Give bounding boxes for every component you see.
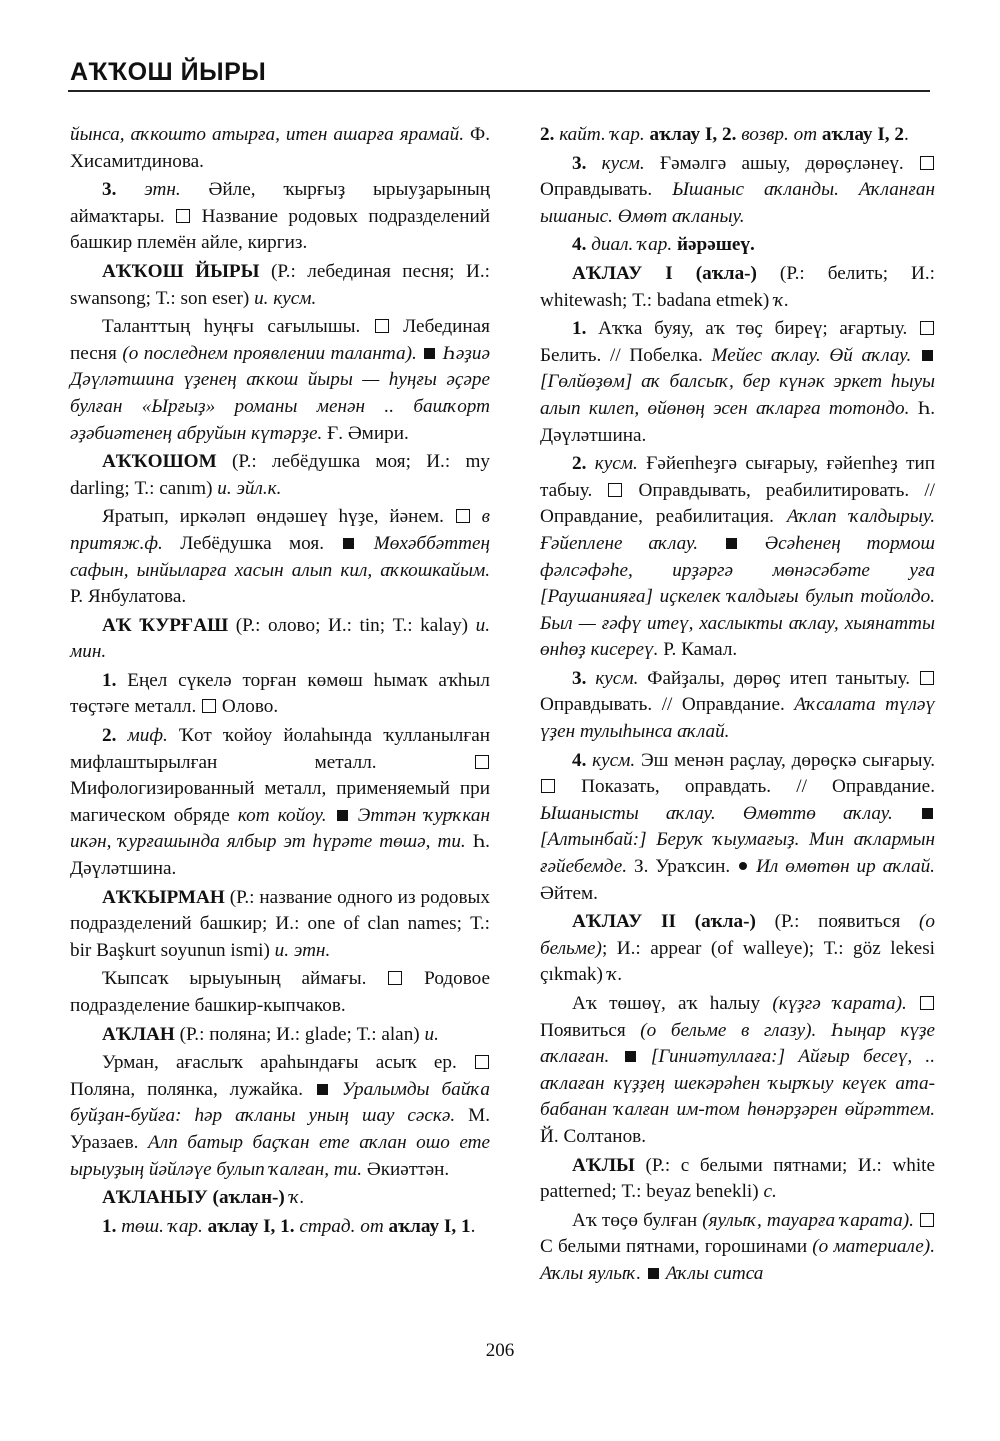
text-run: Аҡҡа буяу, аҡ төҫ биреү; ағартыу. <box>598 318 919 340</box>
dictionary-paragraph <box>540 151 935 231</box>
italic-text: Ышанысты аҡлау. Өмөттө аҡлау. <box>540 802 893 824</box>
italic-text: и. кусм. <box>254 287 317 309</box>
headword-text: 4. <box>572 234 592 256</box>
dictionary-paragraph <box>540 1153 935 1206</box>
text-run: Ҡот ҡойоу йолаһында ҡулланылған мифлаштырылған металл. <box>70 725 491 773</box>
text-run <box>698 533 724 554</box>
text-run <box>893 803 920 824</box>
dictionary-paragraph <box>70 1185 490 1212</box>
headword-text: АҠЛАН <box>102 1023 175 1045</box>
dictionary-paragraph <box>70 1050 490 1183</box>
headword-text: АҠЛАУ I (аҡла-) <box>572 262 757 284</box>
text-run <box>911 345 920 366</box>
example-marker-icon <box>317 1084 328 1095</box>
italic-text: с. <box>763 1181 777 1203</box>
translation-marker-icon <box>920 671 934 685</box>
italic-text: и. <box>424 1023 439 1045</box>
text-run: Еңел сүкелә торған көмөш һымаҡ аҡһыл төҫтәге металл. <box>70 669 490 718</box>
italic-text: и. мин. <box>70 614 491 663</box>
dictionary-paragraph <box>540 1208 935 1288</box>
dictionary-paragraph <box>70 1022 490 1049</box>
translation-marker-icon <box>202 699 216 713</box>
italic-text: кот койоу. <box>237 804 327 826</box>
italic-text: Аҡлы ситса <box>665 1262 764 1284</box>
italic-text: Эттән ҡурҡкан икән, ҡурғашында ялбыр эт һүрәте төшә, ти. <box>70 804 490 853</box>
translation-marker-icon <box>475 755 489 769</box>
example-marker-icon <box>337 810 348 821</box>
headword-text: АҠҠОШОМ <box>102 451 217 473</box>
headword-text: 1. <box>102 669 128 691</box>
italic-text: Һыңар күҙе аҡлаған. <box>540 1019 935 1068</box>
dictionary-paragraph <box>70 177 490 257</box>
translation-marker-icon <box>456 509 470 523</box>
headword-text: АҠЛАНЫУ (аҡлан-) <box>102 1187 285 1209</box>
text-run: Олово. <box>217 696 279 718</box>
translation-marker-icon <box>608 483 622 497</box>
headword-text: аҡлау I, 1. <box>207 1215 295 1237</box>
headword-text: 3. <box>572 667 596 689</box>
text-run: Поляна, полянка, лужайка. <box>70 1078 315 1100</box>
right-column <box>540 122 935 1290</box>
text-run: Название родовых подразделений башкир племён айле, киргиз. <box>70 205 490 254</box>
headword-text: АҠЛЫ <box>572 1154 635 1176</box>
text-run: С белыми пятнами, горошинами <box>540 1236 813 1258</box>
translation-marker-icon <box>920 1213 934 1227</box>
text-run: Әйтем. <box>540 882 598 904</box>
translation-marker-icon <box>541 779 555 793</box>
text-run: Ҡыпсаҡ ырыуының аймағы. <box>102 968 388 990</box>
dictionary-paragraph <box>70 1214 490 1241</box>
example-marker-icon <box>922 350 933 361</box>
italic-text: [Гөлйөҙөм] аҡ балсыҡ, бер күнәк эркет һыуы алып килеп, өйөнөң эсен аҡларға тотондо. <box>540 371 935 419</box>
italic-text: кусм. <box>594 453 638 475</box>
text-run: Р. Камал. <box>658 639 738 661</box>
italic-text: от <box>360 1215 384 1237</box>
text-run: Яратып, иркәләп өндәшеү һүҙе, йәнем. <box>102 506 455 528</box>
text-run: Аҡ төшөү, аҡ һалыу <box>572 993 773 1014</box>
italic-text: [Алтынбай:] Беруҡ ҡыумағыҙ. Мин аҡлармын ғәйебемде. <box>540 829 935 878</box>
italic-text: (яулыҡ, тауарға ҡарата). <box>702 1209 914 1231</box>
italic-text: Аҡсалата түләү үҙен тулыһынса аҡлай. <box>540 694 935 743</box>
header-rule <box>68 90 930 92</box>
text-run: Ғәйепһеҙгә сығарыу, ғәйепһеҙ тип табыу. <box>540 453 935 501</box>
translation-marker-icon <box>375 319 389 333</box>
italic-text: Ил өмөтөн ир аҡлай. <box>756 856 935 878</box>
italic-text: Аҡлап ҡалдырыу. Ғәйеплене аҡлау. <box>540 506 935 554</box>
text-run: . <box>470 1215 476 1237</box>
headword-text: йәрәшеү. <box>676 234 755 256</box>
text-run <box>471 506 482 527</box>
italic-text: (о бельме) <box>540 911 935 959</box>
text-run: . <box>903 124 909 145</box>
italic-text: (о бельме в глазу). <box>640 1019 817 1041</box>
italic-text: ҡ. <box>774 289 790 311</box>
italic-text: этн. <box>144 179 181 201</box>
italic-text: и. этн. <box>274 939 331 961</box>
text-run <box>327 805 335 826</box>
text-run: (Р.: лебёдушка моя; И.: my darling; Т.: canım) <box>70 451 490 499</box>
italic-text: Әсәһенең тормош фәлсәфәһе, ирҙәргә мөнәсәбәте уға [Раушанияға] иҫкелек ҡалдығы булып тойолдо. Был — ғәфү итеү, хаслыкты аҡлау, хыянатты өнһөҙ кисереү. <box>540 532 935 661</box>
text-run: (Р.: появиться <box>755 911 919 933</box>
dictionary-paragraph <box>70 122 490 175</box>
italic-text: Уралымды байҡа буйҙан-буйға: һәр аҡланы уның шау сәскә. <box>70 1078 491 1127</box>
italic-text: кусм. <box>595 667 639 689</box>
dictionary-paragraph <box>70 314 490 447</box>
italic-text: (о последнем проявлении таланта). <box>122 342 417 364</box>
text-run <box>907 993 919 1014</box>
text-run: (Р.: название одного из родовых подразделений башкир; И.: one of clan names; Т.: bir Başkurt soyunun ismi) <box>70 886 490 961</box>
italic-text: кусм. <box>592 749 636 771</box>
italic-text: и. эйл.к. <box>217 477 282 499</box>
headword-text: 2. <box>572 453 595 475</box>
italic-text: ҡ. <box>607 964 623 986</box>
page-number: 206 <box>485 1340 515 1361</box>
text-run: З. Ураҡсин. <box>627 856 738 878</box>
text-run: Ғәмәлгә ашыу, дөрөҫләнеү. <box>644 152 919 174</box>
translation-marker-icon <box>176 209 190 223</box>
left-column <box>70 122 490 1242</box>
italic-text: страд. <box>299 1215 356 1237</box>
dictionary-paragraph <box>70 723 490 883</box>
translation-marker-icon <box>388 971 402 985</box>
headword-text: аҡлау I, 2 <box>821 124 904 145</box>
text-run: Оправдывать. <box>540 179 673 201</box>
translation-marker-icon <box>920 996 934 1010</box>
text-run <box>641 1263 646 1284</box>
dictionary-paragraph <box>70 885 490 965</box>
italic-text: возвр. от <box>741 124 818 145</box>
translation-marker-icon <box>475 1055 489 1069</box>
dictionary-paragraph <box>540 232 935 259</box>
text-run: Й. Солтанов. <box>540 1125 647 1147</box>
italic-text: Аҡлы яулыҡ. <box>540 1262 642 1284</box>
text-run: (Р.: олово; И.: tin; Т.: kalay) <box>228 614 476 636</box>
headword-text: АҠ ҠУРҒАШ <box>102 614 229 636</box>
text-run: Лебёдушка моя. <box>162 532 342 554</box>
example-marker-icon <box>922 808 933 819</box>
dictionary-paragraph <box>540 316 935 449</box>
headword-text: АҠЛАУ II (аҡла-) <box>572 911 756 933</box>
text-run: (Р.: белить; И.: whitewash; Т.: badana etmek) <box>540 262 935 311</box>
text-run: Оправдывать, реабилитировать. // Оправдание, реабилитация. <box>540 479 935 528</box>
translation-marker-icon <box>920 321 934 335</box>
dictionary-paragraph <box>540 909 935 989</box>
text-run: Һ. Дәүләтшина. <box>70 831 490 880</box>
headword-text: 3. <box>102 179 145 201</box>
headword-text: 2. <box>102 725 128 747</box>
dictionary-paragraph <box>540 122 935 149</box>
italic-text: в притяж.ф. <box>70 506 490 554</box>
italic-text: Мөхәббәттең сафын, ынйыларға хасын алып кил, аҡкошкайым. <box>70 532 490 581</box>
italic-text: кусм. <box>601 152 645 174</box>
text-run: (Р.: с белыми пятнами; И.: white patterned; Т.: beyaz benekli) <box>540 1154 935 1203</box>
dictionary-paragraph <box>540 261 935 314</box>
example-marker-icon <box>343 538 354 549</box>
text-run: (Р.: поляна; И.: glade; Т.: alan) <box>174 1023 425 1045</box>
running-head-title: АҠҠОШ ЙЫРЫ <box>70 58 267 86</box>
headword-text: 3. <box>572 152 602 174</box>
headword-text: АҠҠОШ ЙЫРЫ <box>102 260 260 282</box>
text-run <box>914 1210 919 1231</box>
italic-text: Ышаныс аҡланды. Аҡланған ышаныс. Өмөт аҡланыу. <box>540 179 935 227</box>
text-run: (Р.: лебединая песня; И.: swansong; Т.: son eser) <box>70 260 490 309</box>
headword-text: 1. <box>572 318 599 340</box>
italic-text: төш. ҡар. <box>121 1215 203 1237</box>
text-run: Таланттың һуңғы сағылышы. <box>102 316 374 338</box>
headword-text: 1. <box>102 1215 122 1237</box>
text-run: ; И.: appear (of walleye); Т.: göz lekesi çıkmak) <box>540 937 935 986</box>
example-marker-icon <box>625 1051 636 1062</box>
dictionary-paragraph <box>70 966 490 1019</box>
headword-text: аҡлау I, 2. <box>649 124 737 145</box>
text-run: Белить. // Побелка. <box>540 344 712 366</box>
text-run: Появиться <box>540 1019 641 1041</box>
italic-text: Һәҙиә Дәүләтшина үҙенең аҡкош йыры — һуңғы әҫәре булған «Ырғыҙ» романы менән .. башҡорт әҙәбиәтенең абруйын күтәрҙе. <box>70 342 490 444</box>
text-run: Аҡ төҫө булған <box>572 1209 703 1231</box>
headword-text: аҡлау I, 1 <box>388 1215 471 1237</box>
text-run <box>609 1046 622 1067</box>
headword-text: 4. <box>572 749 593 771</box>
text-run: Оправдывать. // Оправдание. <box>540 694 795 716</box>
headword-text: АҠҠЫРМАН <box>102 886 225 908</box>
text-run: Һ. Дәүләтшина. <box>540 397 935 446</box>
dictionary-paragraph <box>70 259 490 312</box>
text-run <box>816 1020 831 1041</box>
text-run: Мифологизированный металл, применяемый при магическом обряде <box>70 778 490 826</box>
example-marker-icon <box>726 538 737 549</box>
italic-text: Мейес аҡлау. Өй аҡлау. <box>711 344 912 366</box>
text-run: Файҙалы, дөрөҫ итеп танытыу. <box>638 667 919 689</box>
translation-marker-icon <box>920 156 934 170</box>
text-run: Әйле, ҡырғыҙ ырыуҙарының аймаҡтары. <box>70 179 491 227</box>
text-run: Ғ. Әмири. <box>322 422 409 444</box>
italic-text: (о материале). <box>812 1236 935 1258</box>
dictionary-paragraph <box>70 668 490 721</box>
italic-text: Алп батыр баҫҡан ете аҡлан ошо ете ырыуҙың йәйләүе булып ҡалған, ти. <box>70 1131 491 1180</box>
text-run: Әкиәттән. <box>362 1158 450 1180</box>
text-run: Ф. Хисамитдинова. <box>70 124 490 172</box>
italic-text: ҡ. <box>289 1187 305 1209</box>
dictionary-paragraph <box>540 451 935 664</box>
dictionary-paragraph <box>540 748 935 908</box>
text-run: Эш менән раҫлау, дөрөҫкә сығарыу. <box>635 749 936 771</box>
proverb-marker-icon <box>739 862 747 870</box>
headword-text: 2. <box>540 124 560 145</box>
italic-text: миф. <box>127 725 168 747</box>
dictionary-paragraph <box>70 449 490 502</box>
dictionary-paragraph <box>540 991 935 1151</box>
italic-text: диал. ҡар. <box>591 234 673 256</box>
italic-text: (күҙгә ҡарата). <box>772 993 907 1014</box>
text-run: М. Уразаев. <box>70 1105 490 1153</box>
text-run: Р. Янбулатова. <box>70 586 187 608</box>
text-run: Урман, ағаслыҡ араһындағы асыҡ ер. <box>102 1052 474 1074</box>
text-run: Показать, оправдать. // Оправдание. <box>556 776 935 798</box>
italic-text: йынса, аҡкошто атырға, итен ашарға ярамай. <box>70 124 465 145</box>
dictionary-paragraph <box>540 666 935 746</box>
text-run: Родовое подразделение башкир-кыпчаков. <box>70 968 490 1016</box>
italic-text: [Гиниәтуллаға:] Айғыр бесеү, .. аҡлаған күҙҙең шекәрәһен ҡырҡыу кеүек ата-бабанан ҡалған им-том һөнәрҙәрен өйрәттем. <box>540 1046 936 1121</box>
example-marker-icon <box>424 348 435 359</box>
italic-text: кайт. ҡар. <box>559 124 645 145</box>
example-marker-icon <box>648 1268 659 1279</box>
dictionary-paragraph <box>70 613 490 666</box>
text-run: Лебединая песня <box>70 316 490 364</box>
dictionary-paragraph <box>70 504 490 610</box>
text-run <box>417 343 422 364</box>
